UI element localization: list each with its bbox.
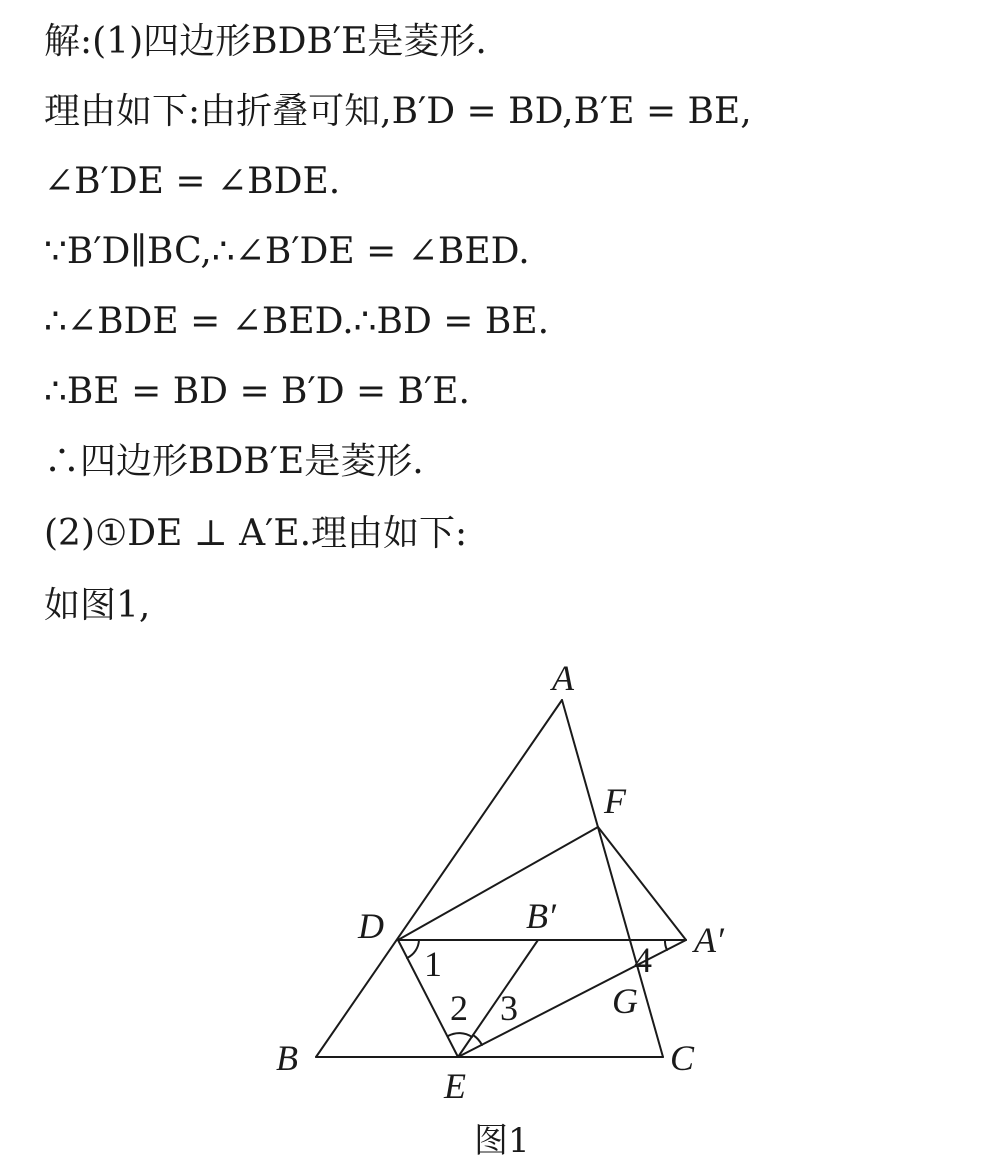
label-A: A: [552, 658, 574, 698]
segment-DF: [398, 827, 598, 940]
label-B: B: [276, 1038, 298, 1078]
solution-line-3: ∠B′DE = ∠BDE.: [44, 161, 341, 202]
angle-label-4: 4: [634, 940, 652, 980]
solution-line-2: 理由如下:由折叠可知,B′D = BD,B′E = BE,: [44, 91, 752, 132]
label-E: E: [444, 1066, 466, 1106]
segment-FA-prime: [598, 827, 686, 940]
solution-line-8: (2)①DE ⊥ A′E.理由如下:: [44, 513, 468, 554]
label-B-prime: B′: [526, 896, 556, 936]
solution-line-7: ∴四边形BDB′E是菱形.: [44, 441, 424, 482]
angle-arc-1: [407, 940, 419, 958]
figure-labels: [276, 658, 725, 1161]
angle-label-1: 1: [424, 944, 442, 984]
label-A-prime: A′: [694, 920, 724, 960]
angle-label-2: 2: [450, 988, 468, 1028]
figure-caption: 图1: [474, 1121, 530, 1161]
label-C: C: [670, 1038, 695, 1078]
segment-AB: [316, 700, 562, 1057]
angle-arc-2: [448, 1033, 472, 1037]
solution-line-1: 解:(1)四边形BDB′E是菱形.: [44, 21, 487, 62]
solution-line-9: 如图1,: [44, 585, 151, 626]
angle-arc-3: [473, 1035, 482, 1045]
solution-line-5: ∴∠BDE = ∠BED.∴BD = BE.: [44, 301, 550, 342]
label-D: D: [358, 906, 384, 946]
solution-line-6: ∴BE = BD = B′D = B′E.: [44, 371, 470, 412]
angle-label-3: 3: [500, 988, 518, 1028]
segment-EB-prime: [458, 940, 538, 1057]
label-G: G: [612, 981, 638, 1021]
angle-arc-4: [665, 940, 667, 950]
solution-line-4: ∵B′D∥BC,∴∠B′DE = ∠BED.: [44, 231, 530, 272]
label-F: F: [604, 781, 626, 821]
